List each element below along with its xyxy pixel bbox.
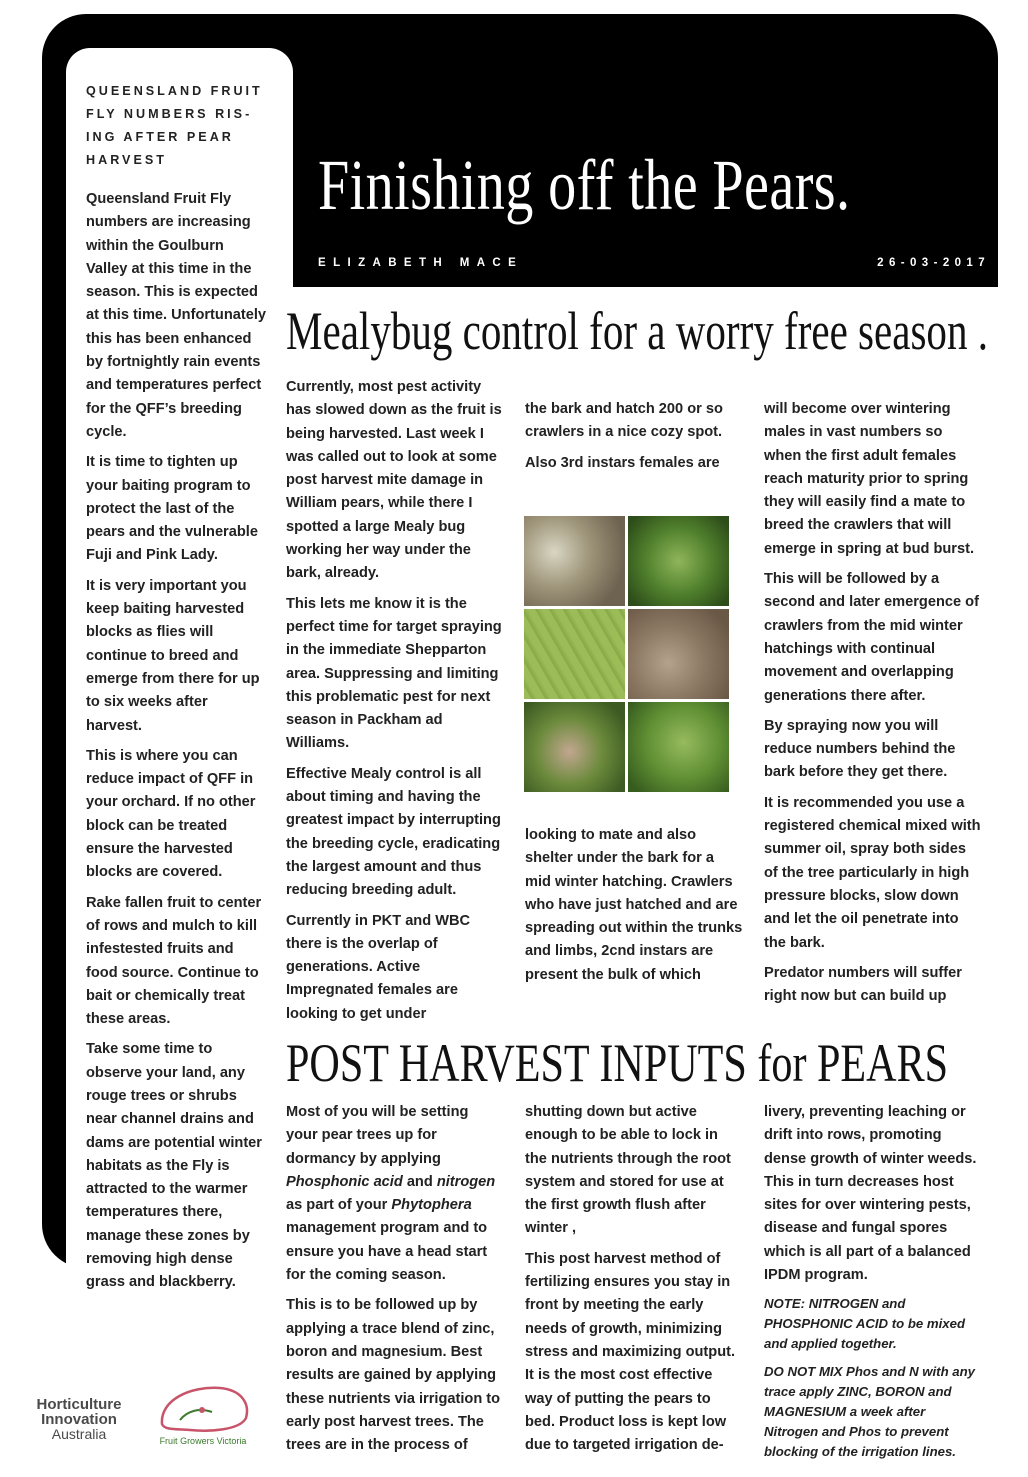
article-paragraph — [286, 1101, 504, 1287]
logo-line: Innovation — [41, 1411, 117, 1428]
sidebar-paragraph: It is time to tighten up your baiting program to protect the last of the pears and the vulnerable Fuji and Pink Lady. — [86, 454, 258, 564]
sidebar-heading-line: ING AFTER PEAR — [86, 130, 234, 144]
article-paragraph: Currently in PKT and WBC there is the overlap of generations. Active Impregnated females are looking to get under — [286, 912, 471, 1022]
note-nitrogen: NOTE: NITROGEN and PHOSPHONIC ACID to be mixed and applied together. — [764, 1296, 966, 1352]
mealybug-branch-photo — [524, 702, 625, 792]
fgv-text: Fruit Growers Victoria — [159, 1436, 247, 1446]
italic-term: nitrogen — [436, 1173, 496, 1190]
mealybug-leaf-underside-photo — [628, 702, 729, 792]
text-span: and — [402, 1173, 437, 1190]
note-do-not-mix: DO NOT MIX Phos and N with any trace apply ZINC, BORON and MAGNESIUM a week after Nitrogen and Phos to prevent blocking of the irrigation lines. — [764, 1364, 976, 1460]
mealybug-column-2-bottom — [525, 824, 743, 994]
sidebar-heading — [86, 80, 266, 172]
italic-term: Phytophera — [391, 1197, 472, 1214]
logo-line: Australia — [51, 1426, 107, 1442]
sidebar-heading-line: QUEENSLAND FRUIT — [86, 84, 263, 98]
page-title: Finishing off the Pears. — [318, 145, 851, 225]
italic-term: Phosphonic acid — [286, 1173, 403, 1190]
article-paragraph: This is to be followed up by applying a trace blend of zinc, boron and magnesium. Best results are gained by applying these nutrients via irrigation to early post harvest trees. The trees are in the process of — [286, 1297, 501, 1454]
text-span: as part of your — [286, 1197, 392, 1214]
mealybug-column-3 — [764, 398, 982, 1015]
mealybug-photo-grid — [524, 516, 730, 792]
mealybug-bark-photo — [524, 516, 625, 606]
mealybug-heading: Mealybug control for a worry free season . — [286, 301, 988, 361]
article-paragraph: shutting down but active enough to be able to lock in the nutrients through the root system and stored for use at the first growth flush after winter , — [525, 1104, 731, 1237]
mealybug-leaf-photo — [524, 609, 625, 699]
article-paragraph: This will be followed by a second and later emergence of crawlers from the mid winter hatchings with continual movement and overlapping generations there after. — [764, 571, 979, 704]
sidebar-paragraph: It is very important you keep baiting harvested blocks as flies will continue to breed and emerge from there for up to six weeks after harvest. — [86, 577, 260, 734]
horticulture-innovation-logo — [24, 1397, 134, 1442]
mealybug-column-1 — [286, 376, 504, 1033]
text-span: management program and to ensure you have a head start for the coming season. — [286, 1220, 488, 1284]
article-paragraph: looking to mate and also shelter under the bark for a mid winter hatching. Crawlers who have just hatched and are spreading out within the trunks and limbs, 2cnd instars are present the bulk of which — [525, 827, 743, 983]
article-paragraph: Currently, most pest activity has slowed down as the fruit is being harvested. Last week I was called out to look at some post harvest mite damage in William pears, while there I spotted a large Mealy bug working her way under the bark, already. — [286, 379, 502, 582]
post-harvest-column-2 — [525, 1101, 743, 1464]
mealybug-trunk-photo — [628, 609, 729, 699]
sidebar-paragraph: Take some time to observe your land, any rouge trees or shrubs near channel drains and dams are potential winter habitats as the Fly is attracted to the warmer temperatures there, manage these zones by removing high dense grass and blackberry. — [86, 1041, 262, 1291]
post-harvest-column-3 — [764, 1101, 982, 1470]
article-paragraph: Also 3rd instars females are — [525, 454, 720, 471]
article-paragraph: It is recommended you use a registered chemical mixed with summer oil, spray both sides of the tree particularly in high pressure blocks, slow down and let the oil penetrate into the bark. — [764, 794, 981, 951]
article-paragraph: will become over wintering males in vast numbers so when the first adult females reach maturity prior to spring they will easily find a mate to breed the crawlers that will emerge in spring at bud burst. — [764, 401, 975, 557]
sidebar-paragraph: Queensland Fruit Fly numbers are increasing within the Goulburn Valley at this time in the season. This is expected at this time. Unfortunately this has been enhanced by fortnightly rain events and temperatures perfect for the QFF’s breeding cycle. — [86, 191, 267, 440]
fgv-emblem-icon — [150, 1380, 256, 1436]
post-harvest-heading: POST HARVEST INPUTS for PEARS — [286, 1033, 949, 1093]
sidebar-heading-line: HARVEST — [86, 153, 167, 167]
logo-line: Horticulture — [36, 1396, 122, 1413]
mealybug-column-2-top — [525, 398, 743, 482]
article-paragraph: the bark and hatch 200 or so crawlers in a nice cozy spot. — [525, 401, 723, 441]
sidebar-paragraph: This is where you can reduce impact of QFF in your orchard. If no other block can be treated ensure the harvested blocks are covered. — [86, 747, 256, 881]
fruit-growers-victoria-logo — [150, 1380, 256, 1450]
sidebar-paragraph: Rake fallen fruit to center of rows and mulch to kill infestested fruits and food source. Continue to bait or chemically treat these areas. — [86, 894, 262, 1028]
author-name: ELIZABETH MACE — [318, 257, 524, 269]
article-paragraph: This lets me know it is the perfect time for target spraying in the immediate Shepparton area. Suppressing and limiting this problematic pest for next season in Packham ad Williams. — [286, 595, 502, 752]
sidebar-article — [86, 188, 266, 1302]
article-paragraph: livery, preventing leaching or drift into rows, promoting dense growth of winter weeds. This in turn decreases host sites for over wintering pests, disease and fungal spores which is all part of a balanced IPDM program. — [764, 1104, 977, 1284]
article-paragraph: Effective Mealy control is all about timing and having the greatest impact by interrupting the breeding cycle, eradicating the largest amount and thus reducing breeding adult. — [286, 765, 501, 899]
text-span: Most of you will be setting your pear trees up for dormancy by applying — [286, 1104, 469, 1167]
article-paragraph: This post harvest method of fertilizing ensures you stay in front by meeting the early needs of growth, minimizing stress and maximizing output. It is the most cost effective way of putting the pears to bed. Product loss is kept low due to targeted irrigation de- — [525, 1250, 736, 1454]
mealybug-stem-photo — [628, 516, 729, 606]
sidebar-heading-line: FLY NUMBERS RIS- — [86, 107, 253, 121]
article-paragraph: By spraying now you will reduce numbers behind the bark before they get there. — [764, 717, 956, 781]
issue-date: 26-03-2017 — [877, 257, 990, 269]
article-paragraph: Predator numbers will suffer right now but can build up — [764, 964, 962, 1005]
post-harvest-column-1 — [286, 1101, 504, 1464]
